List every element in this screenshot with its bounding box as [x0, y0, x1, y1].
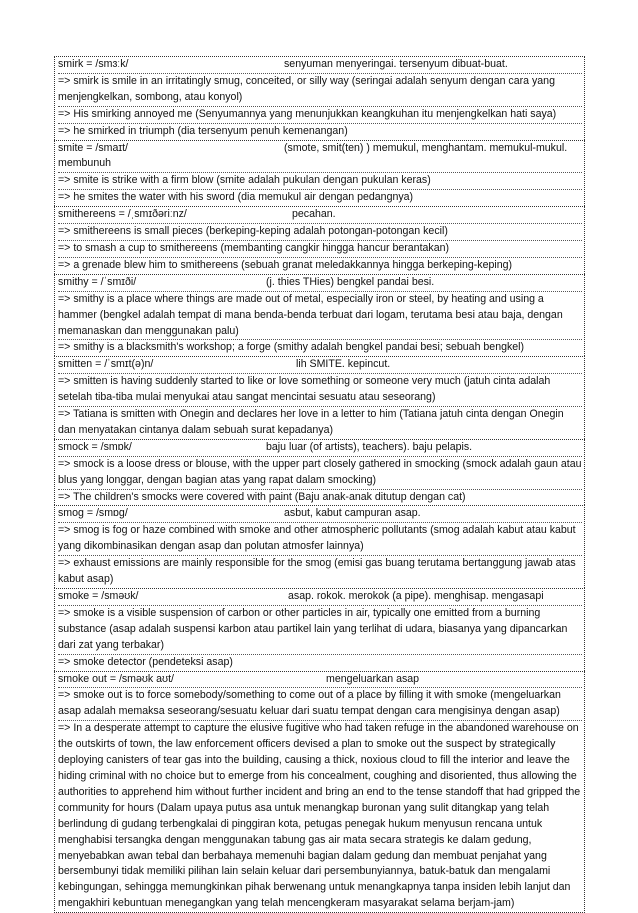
- dictionary-entry: [54, 505, 585, 588]
- definition-line: => smoke is a visible suspension of carbon or other particles in air, typically one emitted from a burning substance (asap adalah suspensi karbon atau partikel lain yang terlihat di udara, biasanya yang dipancarkan dari zat yang terbakar): [58, 606, 582, 655]
- example-line: => he smirked in triumph (dia tersenyum penuh kemenangan): [58, 124, 348, 137]
- headword: smitten = /ˈsmɪt(ə)n/: [58, 358, 154, 371]
- example-line: => smoke detector (pendeteksi asap): [58, 655, 233, 668]
- definition-line: => smoke out is to force somebody/something to come out of a place by filling it with smoke (mengeluarkan asap adalah memaksa seseorang/sesuatu keluar dari suatu tempat dengan cara mengisinya dengan asap): [58, 688, 582, 721]
- headword: smoke = /sməʊk/: [58, 590, 139, 602]
- translation-gloss: baju luar (of artists), teachers). baju pelapis.: [266, 440, 473, 453]
- definition-line: => smithereens is small pieces (berkeping-keping adalah potongan-potongan kecil): [58, 224, 582, 241]
- headword: smog = /smɒɡ/: [58, 507, 128, 520]
- definition-line: => smirk is smile in an irritatingly smug, conceited, or silly way (seringai adalah senyum dengan cara yang menjengkelkan, sombong, atau konyol): [58, 74, 582, 107]
- dictionary-entry: [54, 439, 585, 506]
- headword: smock = /smɒk/: [58, 440, 132, 453]
- dictionary-entry: [54, 356, 585, 439]
- translation-gloss: senyuman menyeringai. tersenyum dibuat-buat.: [284, 58, 508, 70]
- dictionary-entry: [54, 274, 585, 357]
- definition-line: => smithy is a place where things are made out of metal, especially iron or steel, by heating and using a hammer (bengkel adalah tempat di mana benda-benda terbuat dari logam, terutama besi atau baja, dengan memanaskan dan menggunakan palu): [58, 292, 582, 341]
- entry-headword-line: [58, 275, 582, 292]
- example-line: => smithy is a blacksmith's workshop; a forge (smithy adalah bengkel pandai besi; sebuah bengkel): [58, 341, 525, 354]
- translation-gloss: (smote, smit(ten) ) memukul, menghantam. memukul-mukul. membunuh: [58, 141, 568, 170]
- dictionary-entry: [54, 56, 585, 140]
- definition-line: => smite is strike with a firm blow (smite adalah pukulan dengan pukulan keras): [58, 173, 582, 190]
- dictionary-entry: [54, 671, 585, 913]
- translation-gloss: lih SMITE. kepincut.: [296, 358, 391, 371]
- example-line: => exhaust emissions are mainly responsible for the smog (emisi gas buang terutama bertanggung jawab atas kabut asap): [58, 557, 576, 586]
- dictionary-entry: [54, 206, 585, 274]
- example-line: => a grenade blew him to smithereens (sebuah granat meledakkannya hingga berkeping-keping): [58, 258, 513, 271]
- translation-gloss: mengeluarkan asap: [326, 672, 420, 685]
- example-line: => The children's smocks were covered with paint (Baju anak-anak ditutup dengan cat): [58, 490, 466, 503]
- definition-line: => smock is a loose dress or blouse, with the upper part closely gathered in smocking (smock adalah gaun atau blus yang longgar, dengan bagian atas yang rapat dalam smocking): [58, 457, 582, 490]
- headword: smithereens = /ˌsmɪðəriːnz/: [58, 208, 187, 221]
- translation-gloss: pecahan.: [292, 208, 336, 221]
- example-line: => he smites the water with his sword (dia memukul air dengan pedangnya): [58, 191, 414, 204]
- translation-gloss: asap. rokok. merokok (a pipe). menghisap. mengasapi: [288, 590, 544, 602]
- entry-headword-line: [58, 440, 582, 457]
- entry-headword-line: [58, 506, 582, 523]
- headword: smithy = /ˈsmɪði/: [58, 275, 137, 288]
- translation-gloss: asbut, kabut campuran asap.: [284, 507, 421, 520]
- example-line: => Tatiana is smitten with Onegin and declares her love in a letter to him (Tatiana jatuh cinta dengan Onegin dan menyatakan cintanya dalam sebuah surat kepadanya): [58, 408, 564, 436]
- example-line: => His smirking annoyed me (Senyumannya yang menunjukkan keangkuhan itu menjengkelkan hati saya): [58, 107, 582, 124]
- entry-headword-line: [58, 589, 582, 606]
- dictionary-entry: [54, 140, 585, 207]
- dictionary-entry: [54, 588, 585, 671]
- headword: smirk = /smɜːk/: [58, 58, 129, 70]
- entry-headword-line: [58, 672, 582, 689]
- example-line: => In a desperate attempt to capture the elusive fugitive who had taken refuge in the abandoned warehouse on the outskirts of town, the law enforcement officers devised a plan to smoke out the suspect by strategically deploying canisters of tear gas into the building, causing a thick, noxious cloud to fill the interior and leave the hiding criminal with no choice but to emerge from his concealment, coughing and disoriented, thus allowing the authorities to apprehend him without further incident and bring an end to the tense standoff that had gripped the community for hours (Dalam upaya putus asa untuk menangkap buronan yang sulit ditangkap yang telah berlindung di gudang terbengkalai di pinggiran kota, petugas penegak hukum menyusun rencana untuk menghabisi tersangka dengan menggunakan tabung gas air mata secara strategis ke dalam gedung, menyebabkan awan tebal dan berbahaya memenuhi bagian dalam gedung dan membuat penjahat yang bersembunyi tidak memiliki pilihan lain selain keluar dari persembunyiannya, batuk-batuk dan mengalami kebingungan, sehingga memungkinkan pihak berwenang untuk menangkapnya tanpa insiden lebih lanjut dan mengakhiri kebuntuan menegangkan yang telah mencengkeram masyarakat selama berjam-jam): [58, 722, 581, 910]
- entry-headword-line: [58, 357, 582, 374]
- entry-headword-line: [58, 207, 582, 224]
- translation-gloss: (j. thies THies) bengkel pandai besi.: [266, 275, 435, 288]
- entry-headword-line: [58, 57, 582, 74]
- definition-line: => smitten is having suddenly started to like or love something or someone very much (jatuh cinta adalah setelah tiba-tiba mulai menyukai atau sangat mencintai sesuatu atau seseorang): [58, 374, 582, 407]
- definition-line: => smog is fog or haze combined with smoke and other atmospheric pollutants (smog adalah kabut atau kabut yang dikombinasikan dengan asap dan polutan atmosfer lainnya): [58, 523, 582, 556]
- entry-headword-line: [58, 141, 582, 174]
- headword: smoke out = /sməʊk aʊt/: [58, 672, 174, 685]
- headword: smite = /smaɪt/: [58, 141, 128, 154]
- dictionary-page: [54, 56, 585, 913]
- example-line: => to smash a cup to smithereens (membanting cangkir hingga hancur berantakan): [58, 241, 582, 258]
